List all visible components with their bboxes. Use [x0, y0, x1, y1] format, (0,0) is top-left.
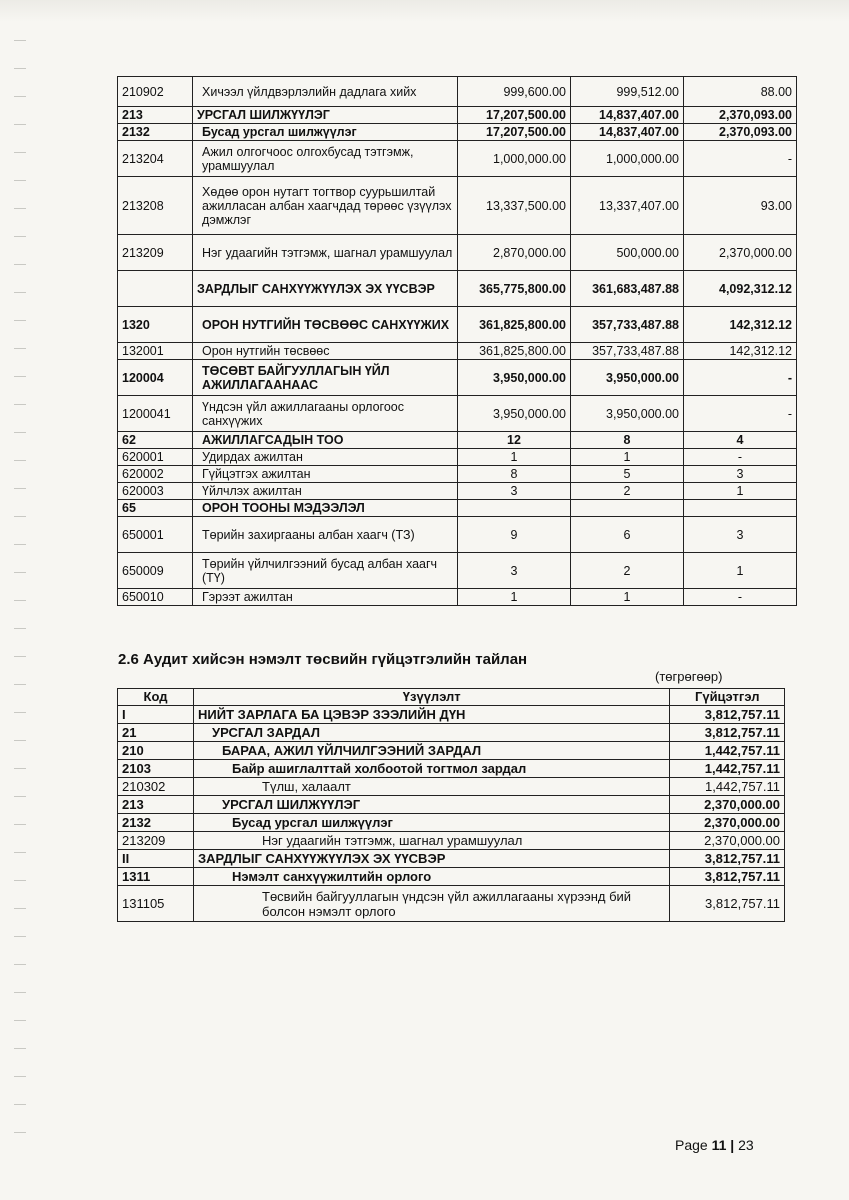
table-row [118, 814, 785, 832]
row-description: Нэг удаагийн тэтгэмж, шагнал урамшуулал [194, 832, 670, 850]
row-actual: 13,337,407.00 [571, 177, 684, 235]
binder-mark [14, 712, 26, 713]
binder-mark [14, 824, 26, 825]
table-row [118, 796, 785, 814]
row-description: Үйлчлэх ажилтан [193, 483, 458, 500]
row-difference [684, 500, 797, 517]
row-plan: 1 [458, 449, 571, 466]
header-row [118, 689, 785, 706]
binder-mark [14, 124, 26, 125]
row-value: 1,442,757.11 [670, 778, 785, 796]
row-plan: 999,600.00 [458, 77, 571, 107]
row-plan: 361,825,800.00 [458, 307, 571, 343]
binder-mark [14, 208, 26, 209]
binder-mark [14, 796, 26, 797]
table-row [118, 360, 797, 396]
row-description: Ажил олгогчоос олгохбусад тэтгэмж, урамшуулал [193, 141, 458, 177]
row-difference: 1 [684, 553, 797, 589]
row-value: 3,812,757.11 [670, 724, 785, 742]
binder-mark [14, 964, 26, 965]
page-total: 23 [738, 1137, 754, 1153]
table-row [118, 449, 797, 466]
row-difference: - [684, 589, 797, 606]
row-difference: - [684, 141, 797, 177]
table-row [118, 432, 797, 449]
binder-holes [14, 40, 28, 1160]
binder-mark [14, 180, 26, 181]
row-description: Бусад урсгал шилжүүлэг [193, 124, 458, 141]
row-difference: - [684, 449, 797, 466]
binder-mark [14, 852, 26, 853]
row-value: 3,812,757.11 [670, 868, 785, 886]
row-code: 1200041 [118, 396, 193, 432]
binder-mark [14, 880, 26, 881]
row-actual: 500,000.00 [571, 235, 684, 271]
row-description: ОРОН ТООНЫ МЭДЭЭЛЭЛ [193, 500, 458, 517]
row-description: ЗАРДЛЫГ САНХҮҮЖҮҮЛЭХ ЭХ ҮҮСВЭР [194, 850, 670, 868]
row-description: Хичээл үйлдвэрлэлийн дадлага хийх [193, 77, 458, 107]
row-difference: 2,370,093.00 [684, 107, 797, 124]
row-code: 213209 [118, 832, 194, 850]
row-plan: 1,000,000.00 [458, 141, 571, 177]
table-row [118, 500, 797, 517]
row-code: I [118, 706, 194, 724]
table-row [118, 724, 785, 742]
binder-mark [14, 1076, 26, 1077]
row-description: ОРОН НУТГИЙН ТӨСВӨӨС САНХҮҮЖИХ [193, 307, 458, 343]
table-row [118, 517, 797, 553]
row-code: 1320 [118, 307, 193, 343]
row-difference: 1 [684, 483, 797, 500]
binder-mark [14, 628, 26, 629]
row-actual: 1,000,000.00 [571, 141, 684, 177]
row-code: 650001 [118, 517, 193, 553]
row-code: 62 [118, 432, 193, 449]
table-row [118, 141, 797, 177]
row-description: АЖИЛЛАГСАДЫН ТОО [193, 432, 458, 449]
binder-mark [14, 432, 26, 433]
row-description: Түлш, халаалт [194, 778, 670, 796]
row-code: 213208 [118, 177, 193, 235]
row-code: 2132 [118, 814, 194, 832]
row-code: 650009 [118, 553, 193, 589]
row-difference: 142,312.12 [684, 307, 797, 343]
row-actual: 14,837,407.00 [571, 107, 684, 124]
page-current: 11 [711, 1137, 727, 1153]
row-plan: 8 [458, 466, 571, 483]
row-actual: 2 [571, 483, 684, 500]
row-plan: 9 [458, 517, 571, 553]
binder-mark [14, 1132, 26, 1133]
row-description: Гүйцэтгэх ажилтан [193, 466, 458, 483]
row-code: 1311 [118, 868, 194, 886]
binder-mark [14, 544, 26, 545]
row-difference: 4 [684, 432, 797, 449]
row-actual: 3,950,000.00 [571, 360, 684, 396]
row-code: 213 [118, 796, 194, 814]
page-prefix: Page [675, 1137, 708, 1153]
row-actual: 357,733,487.88 [571, 343, 684, 360]
row-value: 3,812,757.11 [670, 850, 785, 868]
row-value: 2,370,000.00 [670, 814, 785, 832]
binder-mark [14, 684, 26, 685]
row-plan [458, 500, 571, 517]
table-row [118, 77, 797, 107]
row-difference: 142,312.12 [684, 343, 797, 360]
row-description: Орон нутгийн төсвөөс [193, 343, 458, 360]
row-description: Төрийн үйлчилгээний бусад албан хаагч (ТҮ) [193, 553, 458, 589]
row-description: Байр ашиглалттай холбоотой тогтмол зардал [194, 760, 670, 778]
row-plan: 3,950,000.00 [458, 360, 571, 396]
row-actual: 8 [571, 432, 684, 449]
binder-mark [14, 936, 26, 937]
row-actual: 14,837,407.00 [571, 124, 684, 141]
table-row [118, 107, 797, 124]
table-row [118, 553, 797, 589]
row-code: 120004 [118, 360, 193, 396]
section-title: 2.6 Аудит хийсэн нэмэлт төсвийн гүйцэтгэлийн тайлан [118, 651, 528, 668]
binder-mark [14, 1048, 26, 1049]
row-plan: 17,207,500.00 [458, 107, 571, 124]
binder-mark [14, 264, 26, 265]
table-row [118, 742, 785, 760]
row-plan: 3 [458, 483, 571, 500]
page-top-edge [0, 0, 849, 22]
table-row [118, 706, 785, 724]
row-plan: 17,207,500.00 [458, 124, 571, 141]
row-plan: 361,825,800.00 [458, 343, 571, 360]
binder-mark [14, 992, 26, 993]
table-row [118, 850, 785, 868]
row-code: 131105 [118, 886, 194, 922]
row-description: ЗАРДЛЫГ САНХҮҮЖҮҮЛЭХ ЭХ ҮҮСВЭР [193, 271, 458, 307]
row-difference: 93.00 [684, 177, 797, 235]
row-description: Нэг удаагийн тэтгэмж, шагнал урамшуулал [193, 235, 458, 271]
row-value: 2,370,000.00 [670, 796, 785, 814]
binder-mark [14, 516, 26, 517]
row-code: II [118, 850, 194, 868]
row-value: 1,442,757.11 [670, 760, 785, 778]
row-plan: 3 [458, 553, 571, 589]
row-actual [571, 500, 684, 517]
row-difference: 4,092,312.12 [684, 271, 797, 307]
table-row [118, 760, 785, 778]
table-row [118, 483, 797, 500]
page-separator: | [730, 1137, 735, 1153]
row-code: 65 [118, 500, 193, 517]
table-row [118, 271, 797, 307]
row-description: Төсвийн байгууллагын үндсэн үйл ажиллагааны хүрээнд бий болсон нэмэлт орлого [194, 886, 670, 922]
row-value: 3,812,757.11 [670, 886, 785, 922]
binder-mark [14, 68, 26, 69]
table-row [118, 343, 797, 360]
row-description: Удирдах ажилтан [193, 449, 458, 466]
row-description: БАРАА, АЖИЛ ҮЙЛЧИЛГЭЭНИЙ ЗАРДАЛ [194, 742, 670, 760]
binder-mark [14, 460, 26, 461]
row-code: 213 [118, 107, 193, 124]
binder-mark [14, 40, 26, 41]
row-difference: - [684, 396, 797, 432]
row-difference: 2,370,093.00 [684, 124, 797, 141]
header-code: Код [118, 689, 194, 706]
binder-mark [14, 152, 26, 153]
table-row [118, 124, 797, 141]
header-value: Гүйцэтгэл [670, 689, 785, 706]
row-code: 620001 [118, 449, 193, 466]
table-row [118, 832, 785, 850]
binder-mark [14, 404, 26, 405]
row-difference: - [684, 360, 797, 396]
currency-unit: (төгрөгөөр) [655, 669, 723, 684]
row-difference: 3 [684, 517, 797, 553]
table-row [118, 235, 797, 271]
row-difference: 88.00 [684, 77, 797, 107]
row-description: Үндсэн үйл ажиллагааны орлогоос санхүүжих [193, 396, 458, 432]
row-description: Нэмэлт санхүүжилтийн орлого [194, 868, 670, 886]
binder-mark [14, 572, 26, 573]
budget-table-continued [117, 76, 797, 606]
row-value: 3,812,757.11 [670, 706, 785, 724]
row-actual: 1 [571, 449, 684, 466]
row-plan: 365,775,800.00 [458, 271, 571, 307]
row-actual: 999,512.00 [571, 77, 684, 107]
table-row [118, 466, 797, 483]
table-row [118, 177, 797, 235]
row-value: 2,370,000.00 [670, 832, 785, 850]
row-code: 210302 [118, 778, 194, 796]
binder-mark [14, 768, 26, 769]
binder-mark [14, 348, 26, 349]
row-code: 620003 [118, 483, 193, 500]
binder-mark [14, 488, 26, 489]
row-code: 132001 [118, 343, 193, 360]
row-plan: 13,337,500.00 [458, 177, 571, 235]
row-description: Хөдөө орон нутагт тогтвор суурьшилтай ажилласан албан хаагчдад төрөөс үзүүлэх дэмжлэг [193, 177, 458, 235]
binder-mark [14, 600, 26, 601]
binder-mark [14, 1020, 26, 1021]
binder-mark [14, 320, 26, 321]
row-plan: 12 [458, 432, 571, 449]
table-row [118, 868, 785, 886]
row-difference: 3 [684, 466, 797, 483]
row-description: ТӨСӨВТ БАЙГУУЛЛАГЫН ҮЙЛ АЖИЛЛАГААНААС [193, 360, 458, 396]
binder-mark [14, 908, 26, 909]
row-actual: 3,950,000.00 [571, 396, 684, 432]
binder-mark [14, 292, 26, 293]
row-actual: 1 [571, 589, 684, 606]
row-code: 2103 [118, 760, 194, 778]
table-row [118, 778, 785, 796]
additional-budget-table [117, 688, 785, 922]
row-description: УРСГАЛ ЗАРДАЛ [194, 724, 670, 742]
row-difference: 2,370,000.00 [684, 235, 797, 271]
row-code: 2132 [118, 124, 193, 141]
row-description: УРСГАЛ ШИЛЖҮҮЛЭГ [193, 107, 458, 124]
row-actual: 5 [571, 466, 684, 483]
row-plan: 2,870,000.00 [458, 235, 571, 271]
row-code: 210902 [118, 77, 193, 107]
binder-mark [14, 656, 26, 657]
row-code: 210 [118, 742, 194, 760]
row-value: 1,442,757.11 [670, 742, 785, 760]
row-plan: 1 [458, 589, 571, 606]
row-code [118, 271, 193, 307]
binder-mark [14, 96, 26, 97]
header-description: Үзүүлэлт [194, 689, 670, 706]
table-row [118, 307, 797, 343]
table-row [118, 589, 797, 606]
table-row [118, 396, 797, 432]
row-plan: 3,950,000.00 [458, 396, 571, 432]
binder-mark [14, 236, 26, 237]
binder-mark [14, 740, 26, 741]
page-number [675, 1137, 754, 1153]
row-code: 620002 [118, 466, 193, 483]
row-actual: 2 [571, 553, 684, 589]
table-row [118, 886, 785, 922]
row-code: 213209 [118, 235, 193, 271]
row-description: НИЙТ ЗАРЛАГА БА ЦЭВЭР ЗЭЭЛИЙН ДҮН [194, 706, 670, 724]
row-actual: 6 [571, 517, 684, 553]
row-code: 650010 [118, 589, 193, 606]
row-description: УРСГАЛ ШИЛЖҮҮЛЭГ [194, 796, 670, 814]
row-description: Төрийн захиргааны албан хаагч (ТЗ) [193, 517, 458, 553]
row-code: 213204 [118, 141, 193, 177]
row-actual: 361,683,487.88 [571, 271, 684, 307]
row-description: Бусад урсгал шилжүүлэг [194, 814, 670, 832]
row-code: 21 [118, 724, 194, 742]
binder-mark [14, 376, 26, 377]
row-actual: 357,733,487.88 [571, 307, 684, 343]
binder-mark [14, 1104, 26, 1105]
row-description: Гэрээт ажилтан [193, 589, 458, 606]
